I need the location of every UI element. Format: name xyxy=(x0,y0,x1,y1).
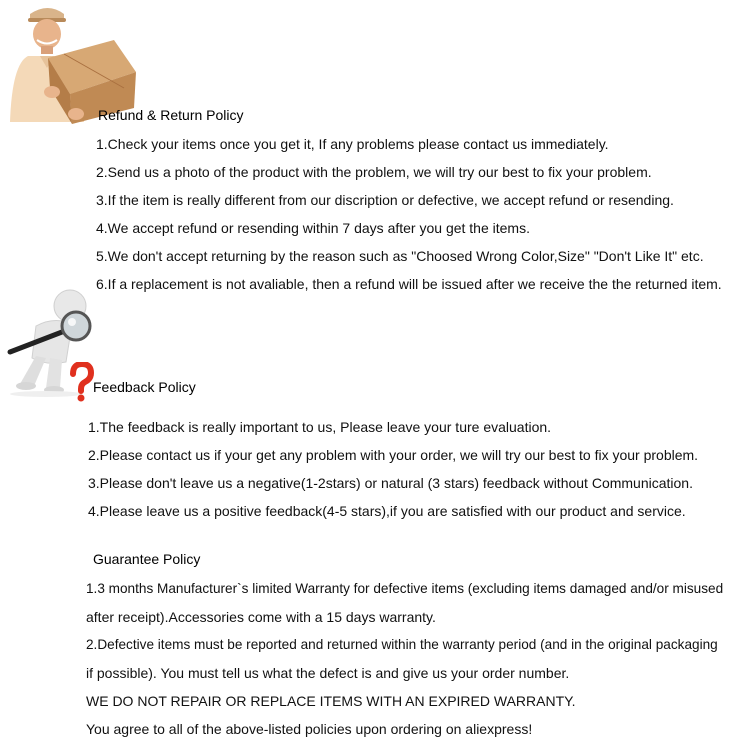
refund-heading: Refund & Return Policy xyxy=(98,107,244,123)
guarantee-agreement: You agree to all of the above-listed policies upon ordering on aliexpress! xyxy=(86,721,533,737)
feedback-item-4: 4.Please leave us a positive feedback(4-5 stars),if you are satisfied with our product and service. xyxy=(88,503,686,519)
guarantee-item-3: 2.Defective items must be reported and returned within the warranty period (and in the original packaging xyxy=(86,637,718,652)
refund-item-5: 5.We don't accept returning by the reason such as "Choosed Wrong Color,Size" "Don't Like It" etc. xyxy=(96,248,704,264)
guarantee-item-2: after receipt).Accessories come with a 15 days warranty. xyxy=(86,609,436,625)
guarantee-warning: WE DO NOT REPAIR OR REPLACE ITEMS WITH AN EXPIRED WARRANTY. xyxy=(86,693,576,709)
feedback-item-2: 2.Please contact us if your get any problem with your order, we will try our best to fix your problem. xyxy=(88,447,699,463)
refund-item-3: 3.If the item is really different from our discription or defective, we accept refund or resending. xyxy=(96,192,674,208)
refund-item-1: 1.Check your items once you get it, If any problems please contact us immediately. xyxy=(96,136,609,152)
guarantee-heading: Guarantee Policy xyxy=(93,551,201,567)
guarantee-item-1: 1.3 months Manufacturer`s limited Warranty for defective items (excluding items damaged and/or misused xyxy=(86,581,724,596)
refund-item-4: 4.We accept refund or resending within 7 days after you get the items. xyxy=(96,220,530,236)
guarantee-item-4: if possible). You must tell us what the defect is and give us your order number. xyxy=(86,665,570,681)
feedback-item-3: 3.Please don't leave us a negative(1-2stars) or natural (3 stars) feedback without Communication. xyxy=(88,475,693,491)
feedback-heading: Feedback Policy xyxy=(93,379,196,395)
refund-item-6: 6.If a replacement is not avaliable, then a refund will be issued after we receive the the returned item. xyxy=(96,276,722,292)
delivery-man-icon xyxy=(4,2,138,124)
question-mark-icon xyxy=(68,362,94,402)
refund-item-2: 2.Send us a photo of the product with the problem, we will try our best to fix your problem. xyxy=(96,164,652,180)
feedback-item-1: 1.The feedback is really important to us, Please leave your ture evaluation. xyxy=(88,419,552,435)
